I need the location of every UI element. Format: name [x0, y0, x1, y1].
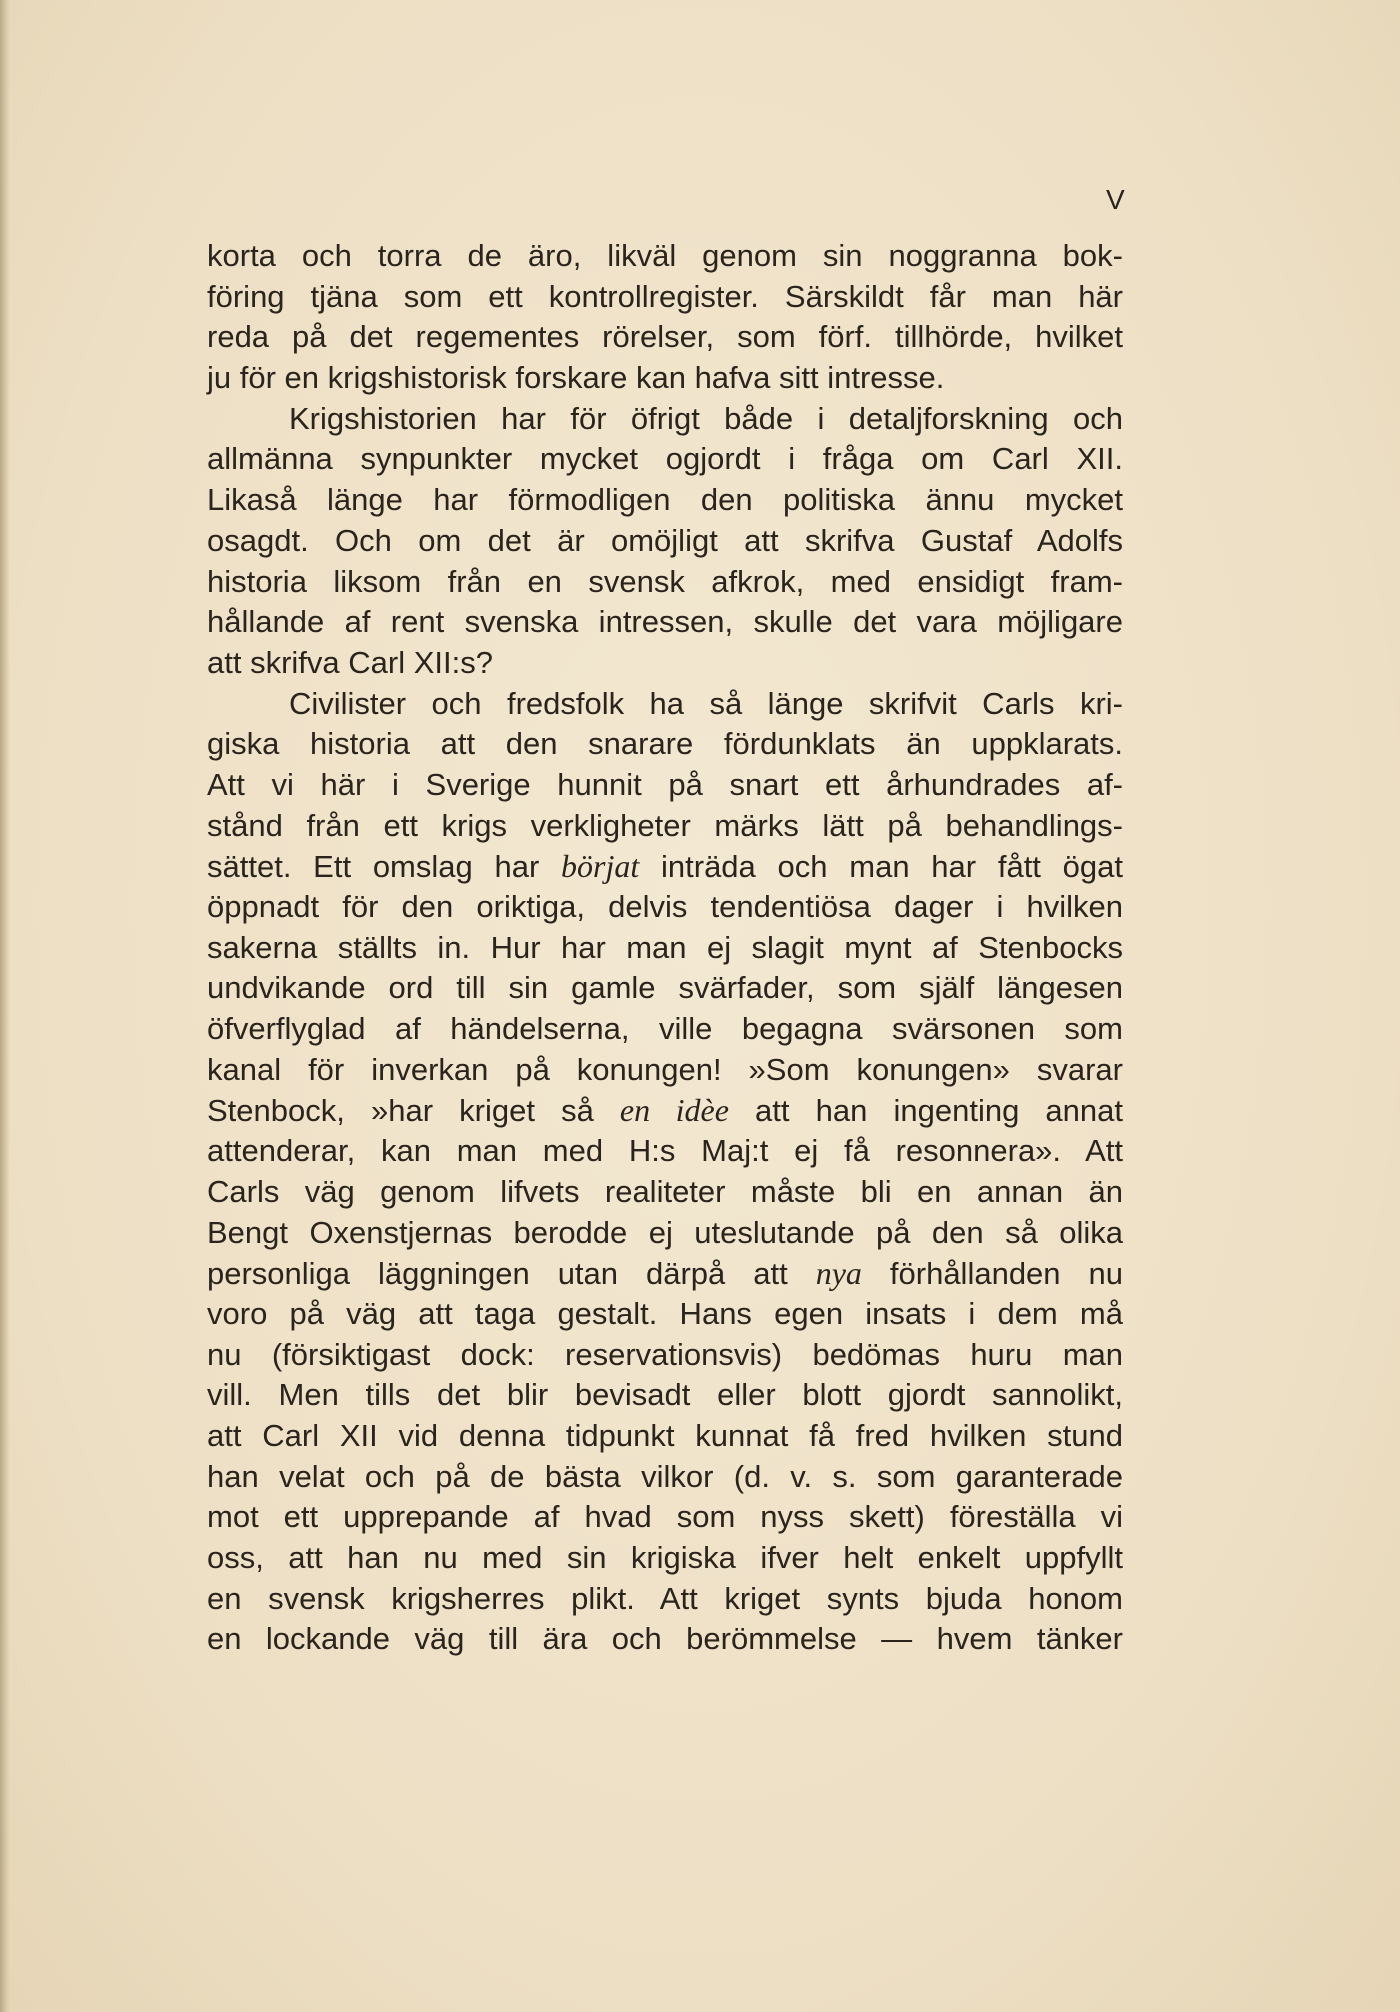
- text-line: personliga läggningen utan därpå att nya förhållanden nu: [207, 1255, 1123, 1292]
- text-line: föring tjäna som ett kontrollregister. Särskildt får man här: [207, 278, 1123, 314]
- text-line: Stenbock, »har kriget så en idèe att han ingenting annat: [207, 1092, 1123, 1129]
- text-line: Att vi här i Sverige hunnit på snart ett århundrades af-: [207, 766, 1123, 802]
- text-line: attenderar, kan man med H:s Maj:t ej få resonnera». Att: [207, 1133, 1123, 1169]
- text-line: Carls väg genom lifvets realiteter måste bli en annan än: [207, 1173, 1123, 1209]
- text-line: sättet. Ett omslag har börjat inträda och man har fått ögat: [207, 848, 1123, 885]
- text-line: öfverflyglad af händelserna, ville begagna svärsonen som: [207, 1011, 1123, 1047]
- text-line: historia liksom från en svensk afkrok, med ensidigt fram-: [207, 563, 1123, 599]
- text-line: hållande af rent svenska intressen, skulle det vara möjligare: [207, 604, 1123, 640]
- text-line: voro på väg att taga gestalt. Hans egen insats i dem må: [207, 1295, 1123, 1331]
- italic-word: en idèe: [619, 1092, 729, 1129]
- italic-word: nya: [815, 1255, 862, 1292]
- text-line: osagdt. Och om det är omöjligt att skrifva Gustaf Adolfs: [207, 522, 1123, 558]
- text-line: att skrifva Carl XII:s?: [207, 644, 493, 680]
- page-number: V: [1106, 184, 1126, 215]
- text-line: sakerna ställts in. Hur har man ej slagit mynt af Stenbocks: [207, 929, 1123, 965]
- text-line: stånd från ett krigs verkligheter märks lätt på behandlings-: [207, 807, 1123, 843]
- text-line: öppnadt för den oriktiga, delvis tendentiösa dager i hvilken: [207, 889, 1123, 924]
- text-line: ju för en krigshistorisk forskare kan hafva sitt intresse.: [207, 360, 945, 396]
- text-line: allmänna synpunkter mycket ogjordt i fråga om Carl XII.: [207, 441, 1123, 477]
- text-line: oss, att han nu med sin krigiska ifver helt enkelt uppfyllt: [207, 1540, 1123, 1575]
- page-binding-edge: [0, 0, 10, 2012]
- text-line: Likaså länge har förmodligen den politiska ännu mycket: [207, 482, 1123, 518]
- text-line: reda på det regementes rörelser, som förf. tillhörde, hvilket: [207, 319, 1123, 355]
- text-line: en svensk krigsherres plikt. Att kriget synts bjuda honom: [207, 1580, 1123, 1616]
- text-line: nu (försiktigast dock: reservationsvis) bedömas huru man: [207, 1336, 1123, 1372]
- text-line: mot ett upprepande af hvad som nyss skett) föreställa vi: [207, 1499, 1123, 1535]
- text-line: undvikande ord till sin gamle svärfader, som själf längesen: [207, 970, 1123, 1006]
- italic-word: börjat: [561, 848, 640, 885]
- text-line: att Carl XII vid denna tidpunkt kunnat få fred hvilken stund: [207, 1417, 1123, 1453]
- text-line: vill. Men tills det blir bevisadt eller blott gjordt sannolikt,: [207, 1377, 1123, 1413]
- text-line: Bengt Oxenstjernas berodde ej uteslutande på den så olika: [207, 1214, 1123, 1250]
- text-line: korta och torra de äro, likväl genom sin noggranna bok-: [207, 238, 1123, 273]
- text-line: kanal för inverkan på konungen! »Som konungen» svarar: [207, 1051, 1123, 1087]
- body-text: [207, 236, 1123, 1660]
- text-line: giska historia att den snarare fördunklats än uppklarats.: [207, 726, 1123, 762]
- text-line: han velat och på de bästa vilkor (d. v. s. som garanterade: [207, 1458, 1123, 1494]
- text-line: Krigshistorien har för öfrigt både i detaljforskning och: [289, 400, 1123, 436]
- text-line: en lockande väg till ära och berömmelse — hvem tänker: [207, 1621, 1123, 1657]
- text-line: Civilister och fredsfolk ha så länge skrifvit Carls kri-: [289, 685, 1123, 721]
